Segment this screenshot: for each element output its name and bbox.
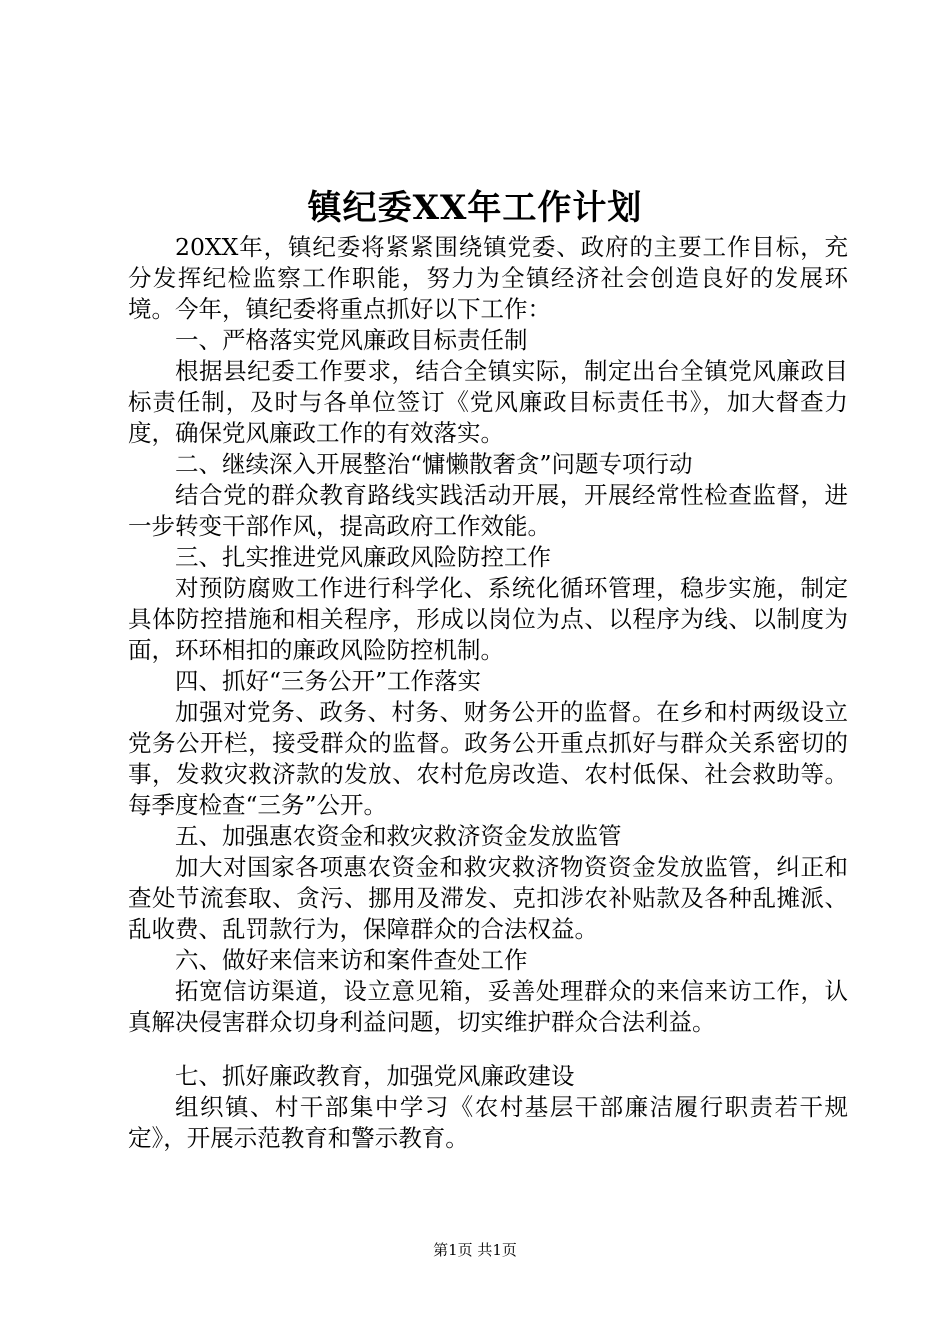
- section-heading-6: 六、做好来信来访和案件查处工作: [175, 946, 528, 974]
- section-heading-2: 二、继续深入开展整治“慵懒散奢贪”问题专项行动: [175, 450, 693, 478]
- section-heading-3: 三、扎实推进党风廉政风险防控工作: [175, 543, 551, 571]
- section-heading-4: 四、抓好“三务公开”工作落实: [175, 667, 482, 695]
- section-body-6: 拓宽信访渠道，设立意见箱，妥善处理群众的来信来访工作，认真解决侵害群众切身利益问题，切实维护群众合法利益。: [128, 977, 848, 1036]
- section-body-7: 组织镇、村干部集中学习《农村基层干部廉洁履行职责若干规定》，开展示范教育和警示教育。: [128, 1093, 848, 1152]
- section-body-5: 加大对国家各项惠农资金和救灾救济物资资金发放监管，纠正和查处节流套取、贪污、挪用及滞发、克扣涉农补贴款及各种乱摊派、乱收费、乱罚款行为，保障群众的合法权益。: [128, 853, 848, 943]
- section-heading-5: 五、加强惠农资金和救灾救济资金发放监管: [175, 822, 622, 850]
- section-body-3: 对预防腐败工作进行科学化、系统化循环管理，稳步实施，制定具体防控措施和相关程序，形成以岗位为点、以程序为线、以制度为面，环环相扣的廉政风险防控机制。: [128, 574, 848, 664]
- document-body: [128, 232, 848, 1154]
- section-body-1: 根据县纪委工作要求，结合全镇实际，制定出台全镇党风廉政目标责任制，及时与各单位签订《党风廉政目标责任书》，加大督查力度，确保党风廉政工作的有效落实。: [128, 357, 848, 447]
- section-body-4: 加强对党务、政务、村务、财务公开的监督。在乡和村两级设立党务公开栏，接受群众的监督。政务公开重点抓好与群众关系密切的事，发救灾救济款的发放、农村危房改造、农村低保、社会救助等。每季度检查“三务”公开。: [128, 698, 848, 819]
- document-title: 镇纪委XX年工作计划: [307, 188, 643, 228]
- section-heading-7: 七、抓好廉政教育，加强党风廉政建设: [175, 1062, 575, 1090]
- section-heading-1: 一、严格落实党风廉政目标责任制: [175, 326, 528, 354]
- page-footer: 第1页 共1页: [433, 1241, 517, 1259]
- section-body-2: 结合党的群众教育路线实践活动开展，开展经常性检查监督，进一步转变干部作风，提高政府工作效能。: [128, 481, 848, 540]
- paragraph-intro: 20XX年，镇纪委将紧紧围绕镇党委、政府的主要工作目标，充分发挥纪检监察工作职能，努力为全镇经济社会创造良好的发展环境。今年，镇纪委将重点抓好以下工作：: [128, 233, 848, 323]
